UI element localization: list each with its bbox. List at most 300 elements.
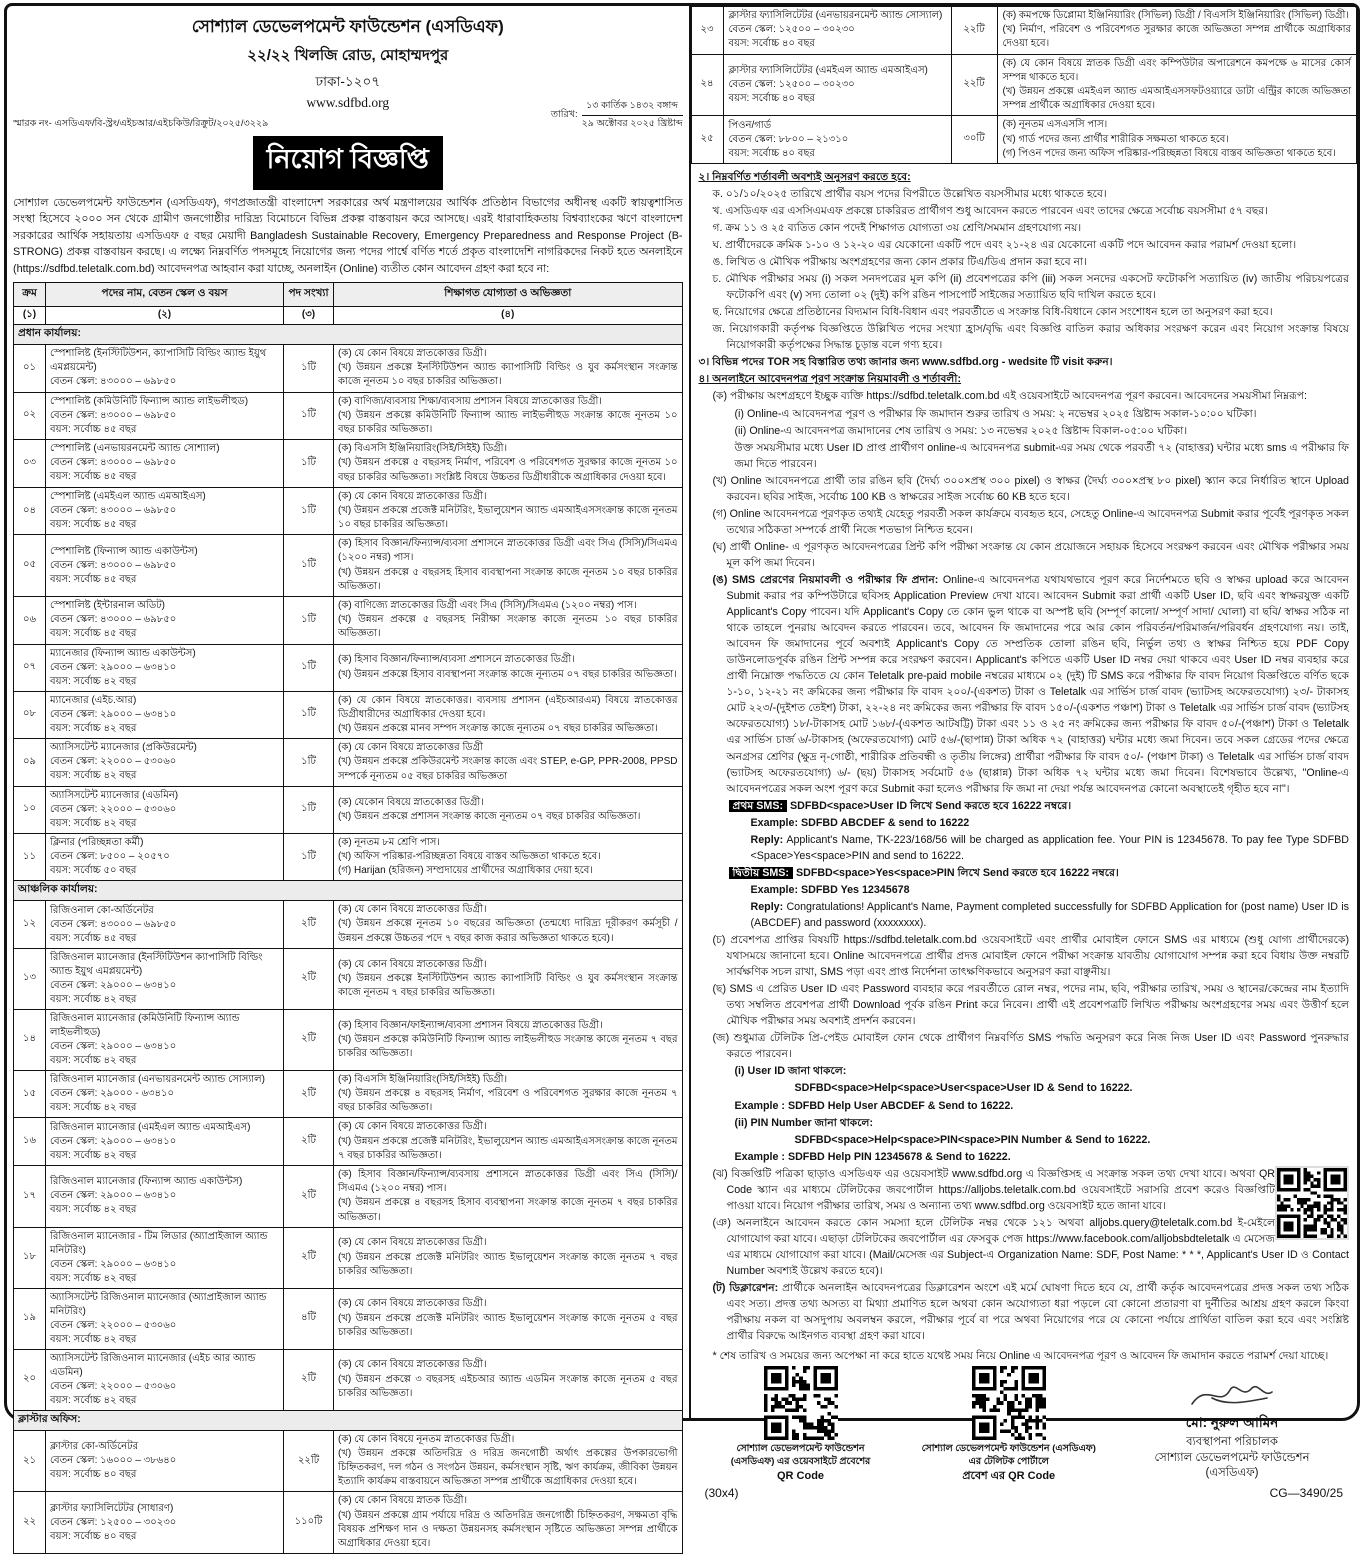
pay-scale: বেতন স্কেল: ২২০০০ – ৫৩০৬০ [50, 1380, 177, 1392]
header-serial: ক্রম [14, 283, 46, 307]
qualification-line: (খ) উন্নয়ন প্রকল্পে ৩ বছরসহ এইচআর অ্যান্ড এডমিন সংক্রান্ত কাজে নূনতম ৫ বছর চাকরির অভিজ্ঞতা। [338, 1373, 678, 1399]
pay-scale: বেতন স্কেল: ২৯০০০ – ৬৩৪১০ [50, 1135, 177, 1147]
pay-scale: বেতন স্কেল: ৮৮০০ – ২১৩১০ [728, 133, 849, 145]
cell-qualification [334, 1165, 683, 1227]
pay-scale: বেতন স্কেল: ২২০০০ – ৫৩০৬০ [50, 1319, 177, 1331]
cell-serial: ০৫ [14, 535, 46, 597]
age-limit: বয়স: সর্বোচ্চ ৪২ বছর [50, 675, 137, 687]
post-title: স্পেশালিষ্ট (কমিউনিটি ফিন্যান্স অ্যান্ড লাইভলীহুড) [50, 395, 249, 407]
qualification-line: (ক) বিএসসি ইঞ্জিনিয়ারিং(সিই/সিইই) ডিগ্রী। [338, 443, 508, 455]
age-limit: বয়স: সর্বোচ্চ ৪৫ বছর [50, 519, 137, 530]
table-row [14, 1349, 683, 1410]
cell-post-count: ১টি [284, 691, 334, 739]
cell-qualification [334, 901, 683, 949]
condition-ja: জ. নিয়োগকারী কর্তৃপক্ষ বিজ্ঞপ্তিতে উল্লিখিত পদের সংখ্যা হ্রাস/বৃদ্ধি এবং বিজ্ঞপ্তি বাতিল করার অধিকার সংরক্ষণ করেন এবং নিয়োগ সংক্রান্ত বিষয়ে নিয়োগকারী কর্তৃপক্ষের সিদ্ধান্ত চূড়ান্ত বলে গণ্য হবে। [712, 323, 1349, 352]
cell-post-name [46, 901, 284, 949]
cell-post-name [46, 1009, 284, 1070]
cell-post-name [46, 597, 284, 645]
date-bangla: ১৩ কার্তিক ১৪৩২ বঙ্গাব্দ [582, 99, 683, 116]
cell-serial: ১৮ [14, 1227, 46, 1288]
cell-qualification [334, 597, 683, 645]
cell-post-name [46, 487, 284, 535]
header-post-name: পদের নাম, বেতন স্কেল ও বয়স [46, 283, 284, 307]
cell-post-count: ১টি [284, 440, 334, 488]
rule-ta-declaration: (ট) ডিক্লারেশন: প্রার্থীকে অনলাইন আবেদনপত্রের ডিক্লারেশন অংশে এই মর্মে ঘোষণা দিতে হবে যে, প্রার্থী কর্তৃক আবেদনপত্রের প্রদত্ত সকল তথ্য সঠিক এবং সত্য। প্রদত্ত তথ্য অসত্য বা মিথ্যা প্রমাণিত হলে অথবা কোন অযোগ্যতা ধরা পড়লে বো কোনো প্রতারণা বা দুর্নীতির আশ্রয় গ্রহণ করলে কিংবা পরীক্ষায় নকল বা অসদুপায় অবলম্বন করলে, পরীক্ষার পূর্বে বা পরে অথবা নিয়োগের পরে যে কোনো পর্যায়ে প্রার্থিতা বাতিল করা হবে এবং সংশ্লিষ্ট প্রার্থীর বিরুদ্ধে আইনগত ব্যবস্থা গ্রহণ করা যাবে। [712, 1282, 1349, 1343]
cell-post-count: ১টি [284, 535, 334, 597]
qualification-line: (খ) উন্নয়ন প্রকল্পে এমইএল অ্যান্ড এমআইএসসফটওয়্যারে ডাটা এন্ট্রির কাজে অভিজ্ঞতা সম্পন্ন প্রার্থীকে অগ্রাধিকার দেওয়া হবে। [1002, 85, 1351, 112]
rule-ka-ii: (ii) Online-এ আবেদনপত্র জমাদানের শেষ তারিখ ও সময়: ১৩ নভেম্বর ২০২৫ খ্রিষ্টাব্দ বিকাল-০৫:০০ ঘটিকা। [734, 424, 1188, 437]
table-row [14, 535, 683, 597]
cell-post-count: ১টি [284, 739, 334, 787]
cell-serial: ১২ [14, 901, 46, 949]
cell-post-name [46, 1349, 284, 1410]
cell-serial: ১৬ [14, 1118, 46, 1166]
pay-scale: বেতন স্কেল: ৮৫০০ – ২০৫৭০ [50, 851, 170, 862]
age-limit: বয়স: সর্বোচ্চ ৪০ বছর [50, 1530, 137, 1542]
qualification-line: (খ) উন্নয়ন প্রকল্পে প্রজেক্ট মনিটরিং, ইভালুয়েশন অ্যান্ড এমআইএসসংক্রান্ত কাজে নূনতম ৭ বছর চাকরির অভিজ্ঞতা। [338, 1135, 678, 1161]
table-row [14, 345, 683, 393]
pay-scale: বেতন স্কেল: ২২০০০ – ৫৩০৬০ [50, 803, 177, 815]
rule-ga: (গ) Online আবেদনপত্রে পূরণকৃত তথ্যই যেহেতু পরবর্তী সকল কার্যক্রমে ব্যবহৃত হবে, সেহেতু Online-এ আবেদনপত্র Submit করার পূর্বেই পূরণকৃত সকল তথ্যের সঠিকতা সম্পর্কে প্রার্থী নিজে শতভাগ নিশ্চিত হবেন। [712, 507, 1349, 536]
qualification-line: (খ) উন্নয়ন প্রকল্পে হিসাব ব্যবস্থাপনা সংক্রান্ত কাজে নূন্যতম ০৭ বছর চাকরির অভিজ্ঞতা। [338, 668, 677, 680]
condition-ga: গ. ক্রম ১১ ও ২৫ ব্যতিত কোন পদেই শিক্ষাগত যোগ্যতা ৩য় শ্রেণি/সমমান গ্রহণযোগ্য নয়। [712, 222, 1082, 235]
cell-serial: ০১ [14, 345, 46, 393]
section-label: ক্লাস্টার অফিস: [14, 1410, 683, 1430]
cell-post-name [723, 54, 951, 116]
table-row [14, 1070, 683, 1118]
age-limit: বয়স: সর্বোচ্চ ৪২ বছর [50, 1054, 137, 1066]
table-row [14, 691, 683, 739]
qualification-line: (খ) উন্নয়ন প্রকল্পে ৪ বছরসহ হিসাব ব্যবস্থাপনা সংক্রান্ত কাজে নূনতম ৭ বছর চাকরির অভিজ্ঞতা। [338, 1197, 678, 1223]
cell-serial: ১৪ [14, 1009, 46, 1070]
cell-serial: ০৮ [14, 691, 46, 739]
cell-post-name [723, 7, 951, 55]
cell-qualification [334, 345, 683, 393]
second-sms-example: Example: SDFBD Yes 12345678 [750, 883, 910, 896]
cell-serial: ০৪ [14, 487, 46, 535]
cell-qualification [334, 1349, 683, 1410]
qualification-line: (ক) যে কোন বিষয়ে স্নাতকোত্তর ডিগ্রী। [338, 1237, 487, 1249]
cell-qualification [334, 535, 683, 597]
cell-serial: ১০ [14, 786, 46, 833]
pay-scale: বেতন স্কেল: ১২৫০০ – ৩০২৩০ [728, 24, 855, 36]
table-row [14, 1165, 683, 1227]
cell-post-count: ১টি [284, 487, 334, 535]
pay-scale: বেতন স্কেল: ৪৩০০০ – ৬৯৮৫০ [50, 505, 177, 516]
qualification-line: (ক) হিসাব বিজ্ঞান/ফিন্যান্স/ব্যবসা প্রশাসনে স্নাতকোত্তর ডিগ্রী। [338, 654, 575, 666]
post-title: রিজিওনাল ম্যানেজার (কমিউনিটি ফিন্যান্স অ্যান্ড লাইভলীহুড) [50, 1012, 240, 1038]
memo-number: স্মারক নং- এসডিএফ/বি-স্ট্রং/এইচআর/এইচকিউ/রিক্রুট/২০২৫/৩২২৯ [13, 118, 269, 129]
qualification-line: (ক) হিসাব বিজ্ঞান/ফিন্যান্স/ব্যবসায় প্রশাসনে স্নাতকোত্তর ডিগ্রী এবং সিএ (সিসি)/সিএমএ (১২০০ নম্বর) পাস। [338, 1168, 678, 1195]
cell-post-count: ১টি [284, 786, 334, 833]
signature-scribble [1117, 1378, 1347, 1412]
age-limit: বয়স: সর্বোচ্চ ৪২ বছর [50, 1102, 137, 1114]
cell-post-name [46, 440, 284, 488]
help-userid-format: SDFBD<space>Help<space>User<space>User ID & Send to 16222. [794, 1082, 1133, 1095]
cell-serial: ১৯ [14, 1288, 46, 1349]
header-post-count: পদ সংখ্যা [284, 283, 334, 307]
pay-scale: বেতন স্কেল: ৪৩০০০ – ৬৯৮৫০ [50, 918, 177, 930]
cell-post-count: ২টি [284, 1165, 334, 1227]
post-title: অ্যাসিসটেন্ট রিজিওনাল ম্যানেজার (অ্যাপ্রাইজাল অ্যান্ড মনিটরিং) [50, 1291, 267, 1317]
cell-post-count: ২টি [284, 1070, 334, 1118]
jobs-table-left [13, 282, 683, 1554]
section-header-row [14, 1410, 683, 1430]
cell-qualification [334, 739, 683, 787]
age-limit: বয়স: সর্বোচ্চ ৪০ বছর [728, 147, 815, 159]
cell-serial: ০৭ [14, 644, 46, 691]
cell-post-count: ১টি [284, 833, 334, 881]
cell-serial: ১৭ [14, 1165, 46, 1227]
qualification-line: (ক) যে কোন বিষয়ে স্নাতকোত্তর ডিগ্রী। [338, 1298, 487, 1310]
colnum-1: (১) [14, 307, 46, 325]
signatory-org-line2: (এসডিএফ) [1205, 1467, 1259, 1480]
qr1-caption-line1: সোশ্যাল ডেভেলপমেন্ট ফাউন্ডেশন [736, 1443, 865, 1455]
qualification-line: (ক) যেকোন বিষয়ে স্নাতকোত্তর ডিগ্রী। [338, 796, 484, 808]
first-sms-example: Example: SDFBD ABCDEF & send to 16222 [750, 816, 970, 829]
qualification-line: (ক) যে কোন বিষয়ে স্নাতকোত্তর ডিগ্রী। [338, 490, 487, 502]
qualification-line: (ক) যে কোন বিষয়ে নূনতম স্নাতকোত্তর ডিগ্রী। [338, 1433, 515, 1445]
qualification-line: (গ) Harijan (হরিজন) সম্প্রদায়ের প্রার্থীদের অগ্রাধিকার দেয়া হবে। [338, 865, 593, 877]
print-code-right: CG—3490/25 [1269, 1485, 1343, 1500]
colnum-4: (৪) [334, 307, 683, 325]
cell-post-name [46, 345, 284, 393]
table-row [14, 739, 683, 787]
qualification-line: (খ) উন্নয়ন প্রকল্পে ৫ বছরসহ হিসাব ব্যবস্থাপনা সংক্রান্ত কাজে নূনতম ১০ বছর চাকরির অভিজ্ঞতা। [338, 566, 678, 592]
pay-scale: বেতন স্কেল: ২৯০০০ – ৬৩৪১০ [50, 708, 177, 720]
signatory-title: ব্যবস্থাপনা পরিচালক [1186, 1436, 1278, 1449]
cell-qualification [334, 392, 683, 440]
cell-post-count: ১টি [284, 345, 334, 393]
section-header-row [14, 325, 683, 345]
post-title: রিজিওনাল ম্যানেজার (ইনস্টিটিউশন ক্যাপাসিটি বিল্ডিং অ্যান্ড ইয়ুথ এমপ্লয়মেন্ট) [50, 951, 263, 977]
rule-gha: (ঘ) প্রার্থী Online- এ পূরণকৃত আবেদনপত্রের প্রিন্ট কপি পরীক্ষা সংক্রান্ত যে কোন প্রয়োজনে সহায়ক হিসেবে সংরক্ষণ করবেন এবং মৌখিক পরীক্ষার সময় মূল কপি জমা দিবেন। [712, 540, 1349, 569]
final-advice: * শেষ তারিখ ও সময়ের জন্য অপেক্ষা না করে হাতে যথেষ্ট সময় নিয়ে Online এ আবেদনপত্র পূরণ ও আবেদন ফি জমাদান করতে পরামর্শ দেয়া যাচ্ছে। [712, 1350, 1329, 1363]
qr2-caption-line1: সোশ্যাল ডেভেলপমেন্ট ফাউন্ডেশন (এসডিএফ) [921, 1443, 1096, 1455]
cell-post-count: ২২টি [284, 1430, 334, 1492]
cell-post-name [723, 116, 951, 164]
qualification-line: (ক) বাণিজ্যে স্নাতকোত্তর ডিগ্রী এবং সিএ (সিসি)/সিএমএ (১২০০ নম্বর) পাস। [338, 600, 637, 612]
cell-serial: ২৫ [691, 116, 723, 164]
qualification-line: (খ) উন্নয়ন প্রকল্পে ৫ বছরসহ নিরীক্ষা সংক্রান্ত কাজে নূনতম ১০ বছর চাকরির অভিজ্ঞতা। [338, 614, 678, 640]
paragraph-label: Reply: [750, 833, 784, 846]
post-title: রিজিওনাল ম্যানেজার (ফিন্যান্স অ্যান্ড একাউন্টস) [50, 1176, 243, 1188]
rule-ka-i: (i) Online-এ আবেদনপত্র পূরণ ও পরীক্ষার ফি জমাদান শুরুর তারিখ ও সময়: ২ নভেম্বর ২০২৫ খ্রিষ্টাব্দ সকাল-১০:০০ ঘটিকা। [734, 407, 1257, 420]
cell-post-count: ৪টি [284, 1288, 334, 1349]
online-rules-heading: ৪। অনলাইনে আবেদনপত্র পূরণ সংক্রান্ত নিয়মাবলী ও শর্তাবলী: [698, 373, 962, 386]
qualification-line: (খ) উন্নয়ন প্রকল্পে প্রজেক্ট মনিটরিং অ্যান্ড ইভালুয়েশন সংক্রান্ত কাজে নূনতম ৭ বছর চাকরির অভিজ্ঞতা। [338, 1251, 678, 1277]
pay-scale: বেতন স্কেল: ২৯০০০ – ৬৩৪১০ [50, 979, 177, 991]
qualification-line: (ক) বিএসসি ইঞ্জিনিয়ারিং(সিই/সিইই) ডিগ্রী। [338, 1073, 508, 1085]
jobs-table-header-row [14, 283, 683, 307]
table-row [14, 1288, 683, 1349]
signature-block [1117, 1378, 1347, 1484]
cell-post-name [46, 1070, 284, 1118]
cell-qualification [334, 948, 683, 1009]
table-row [14, 901, 683, 949]
cell-qualification [334, 1288, 683, 1349]
organization-address: ২২/২২ খিলজি রোড, মোহাম্মদপুর [247, 47, 449, 64]
table-row [14, 1227, 683, 1288]
rule-kha: (খ) Online আবেদনপত্রে প্রার্থী তার রঙিন ছবি (দৈর্ঘ্য ৩০০×প্রস্থ ৩০০ pixel) ও স্বাক্ষর (দৈর্ঘ্য ৩০০×প্রস্থ ৮০ pixel) স্ক্যান করে নির্ধারিত স্থানে Upload করবেন। ছবির সাইজ, সর্বোচ্চ 100 KB ও স্বাক্ষরের সাইজ সর্বোচ্চ 60 KB হতে হবে। [712, 474, 1349, 503]
date-english: ২৯ অক্টোবর ২০২৫ খ্রিষ্টাব্দ [581, 118, 683, 129]
conditions-heading: ২। নিম্নবর্ণিত শর্তাবলী অবশ্যই অনুসরণ করতে হবে: [698, 170, 911, 183]
qualification-line: (ক) যে কোন বিষয়ে স্নাতকোত্তর ডিগ্রী। [338, 1359, 487, 1371]
cell-serial: ২১ [14, 1430, 46, 1492]
paragraph-label: দ্বিতীয় SMS: [729, 867, 793, 879]
age-limit: বয়স: সর্বোচ্চ ৪২ বছর [50, 1333, 137, 1345]
cell-serial: ১৫ [14, 1070, 46, 1118]
pay-scale: বেতন স্কেল: ১২৫০০ – ৩০২৩০ [728, 78, 855, 90]
paragraph-label: Reply: [750, 900, 784, 913]
table-row [14, 597, 683, 645]
tor-note: ৩। বিভিন্ন পদের TOR সহ বিস্তারিত তথ্য জানার জন্য www.sdfbd.org - wedsite টি visit করুন। [698, 356, 1113, 369]
age-limit: বয়স: সর্বোচ্চ ৪২ বছর [50, 1272, 137, 1284]
cell-serial: ২২ [14, 1492, 46, 1554]
colnum-3: (৩) [284, 307, 334, 325]
qualification-line: (ক) যে কোন বিষয়ে স্নাতকোত্তর ডিগ্রী। [338, 904, 487, 916]
cell-post-name [46, 1430, 284, 1492]
qualification-line: (খ) উন্নয়ন প্রকল্পে গ্রাম পর্যায়ে দরিদ্র ও অতিদরিদ্র জনগোষ্ঠী চিহ্নিতকরণ, সক্ষমতা বৃদ্ধি বিষয়ক প্রশিক্ষণ দান ও দক্ষতা উন্নয়নসহ কর্মসংস্থান সৃষ্টিতে অভিজ্ঞতা সম্পন্ন প্রার্থীকে অগ্রাধিকার দেওয়া হবে। [338, 1509, 678, 1550]
cell-qualification [334, 1070, 683, 1118]
jobportal-qr-code-small [1275, 1166, 1349, 1240]
condition-cha: চ. মৌখিক পরীক্ষার সময় (i) সকল সনদপত্রের মূল কপি (ii) প্রবেশপত্রের কপি (iii) সকল সনদের একসেট ফটোকপি সত্যায়িত (iv) জাতীয় পরিচয়পত্রের ফটোকপি এবং (v) সদ্য তোলা ০২ (দুই) কপি রঙিন পাসপোর্ট সাইজের সত্যায়িত ছবি দাখিল করতে হবে। [712, 273, 1349, 302]
cell-post-name [46, 535, 284, 597]
pay-scale: বেতন স্কেল: ২৯০০০ – ৬৩৪১০ [50, 1190, 177, 1202]
age-limit: বয়স: সর্বোচ্চ ৪২ বছর [50, 1149, 137, 1161]
cell-serial: ২৪ [691, 54, 723, 116]
cell-qualification [334, 1009, 683, 1070]
post-title: রিজিওনাল ম্যানেজার (এনভায়রনমেন্ট অ্যান্ড সোস্যাল) [50, 1074, 265, 1086]
circular-header [13, 10, 683, 111]
post-title: স্পেশালিষ্ট (এনভায়রনমেন্ট অ্যান্ড সোশ্যাল) [50, 443, 220, 455]
cell-post-count: ১টি [284, 597, 334, 645]
pay-scale: বেতন স্কেল: ২৯০০০ - ৬৩৪১০ [50, 1088, 175, 1100]
cell-post-name [46, 691, 284, 739]
cell-post-name [46, 1288, 284, 1349]
cell-serial: ১৩ [14, 948, 46, 1009]
cell-qualification [997, 54, 1357, 116]
job-circular-page [4, 3, 1360, 1550]
qualification-line: (খ) নির্মাণ, পরিবেশ ও পরিবেশগত সুরক্ষার কাজে অভিজ্ঞতা সম্পন্ন প্রার্থীকে অগ্রাধিকার দেওয়া হবে। [1002, 24, 1351, 50]
colnum-2: (২) [46, 307, 284, 325]
age-limit: বয়স: সর্বোচ্চ ৪৫ বছর [50, 471, 137, 483]
qualification-line: (খ) উন্নয়ন প্রকল্পে অতিদরিদ্র ও দরিদ্র জনগোষ্ঠী অর্থাৎ প্রকল্পের উপকারভোগী চিহ্নিতকরণ, দল গঠন ও সংগঠন উন্নয়ন, কর্মসংস্থান সৃষ্টি, ঋণ কার্যক্রম, জীবিকা উন্নয়ন ইত্যাদি কার্যক্রম বাস্তবায়নে অভিজ্ঞতা সম্পন্ন প্রার্থীকে অগ্রাধিকার দেওয়া হবে। [338, 1447, 678, 1488]
pay-scale: বেতন স্কেল: ২২০০০ – ৫৩০৬০ [50, 756, 177, 768]
age-limit: বয়স: সর্বোচ্চ ৪২ বছর [50, 993, 137, 1005]
section-label: প্রধান কার্যালয়: [14, 325, 683, 345]
rule-cha: (চ) প্রবেশপত্র প্রাপ্তির বিষয়টি https://sdfbd.teletalk.com.bd ওয়েবসাইটে এবং প্রার্থীর মোবাইল ফোনে SMS এর মাধ্যমে (শুধু যোগ্য প্রার্থীদেরকে) যথাসময়ে জানানো হবে। Online আবেদনপত্রে প্রার্থীর প্রদত্ত মোবাইল ফোনে পরীক্ষা সংক্রান্ত যাবতীয় যোগাযোগ সম্পন্ন করা হবে বিধায় উক্ত নম্বরটি সার্বক্ষণিক সচল রাখা, SMS পড়া এবং প্রাপ্ত নির্দেশনা তাৎক্ষণিকভাবে অনুসরণ করা বাঞ্ছনীয়। [712, 934, 1349, 979]
table-row [14, 644, 683, 691]
rule-ka-note: উক্ত সময়সীমার মধ্যে User ID প্রাপ্ত প্রার্থীগণ online-এ আবেদনপত্র submit-এর সময় থেকে পরবর্তী ৭২ (বাহাত্তর) ঘন্টার মধ্যে sms এ পরীক্ষার ফি জমা দিতে পারবেন। [734, 441, 1349, 470]
cell-serial: ১১ [14, 833, 46, 881]
cell-post-name [46, 392, 284, 440]
pay-scale: বেতন স্কেল: ১৬০০০ – ৩৮৬৪০ [50, 1455, 177, 1467]
condition-ka: ক. ০১/১০/২০২৫ তারিখে প্রার্থীর বয়স পদের বিপরীতে উল্লেখিত বয়সসীমার মধ্যে থাকতে হবে। [712, 187, 1107, 200]
organization-website: www.sdfbd.org [306, 95, 390, 110]
table-row [14, 1492, 683, 1554]
cell-qualification [334, 1492, 683, 1554]
teletalk-qr-block [909, 1366, 1109, 1483]
conditions-and-rules [691, 164, 1358, 1364]
age-limit: বয়স: সর্বোচ্চ ৪০ বছর [728, 92, 815, 104]
qualification-line: (ক) যে কোন বিষয়ে স্নাতকোত্তর ডিগ্রী। [338, 348, 487, 360]
cell-post-name [46, 1227, 284, 1288]
qualification-line: (খ) উন্নয়ন প্রকল্পে ৪ বছরসহ নির্মাণ, পরিবেশ ও পরিবেশগত সুরক্ষার কাজে নূনতম ৭ বছর চাকরির অভিজ্ঞতা। [338, 1088, 678, 1114]
post-title: অ্যাসিসটেন্ট রিজিওনাল ম্যানেজার (এইচ আর অ্যান্ড এডমিন) [50, 1352, 256, 1378]
cell-qualification [334, 1118, 683, 1166]
first-sms-line: প্রথম SMS: SDFBD<space>User ID লিখে Send করতে হবে 16222 নম্বরে। [729, 798, 1350, 814]
post-title: স্পেশালিষ্ট (এমইএল অ্যান্ড এমআইএস) [50, 491, 206, 502]
qualification-line: (ক) বাণিজ্য/ব্যবসায় শিক্ষা/ব্যবসায় প্রশাসন বিষয়ে স্নাতকোত্তর ডিগ্রী। [338, 395, 602, 407]
table-row [14, 392, 683, 440]
table-row [14, 1009, 683, 1070]
post-title: রিজিওনাল ম্যানেজার - টিম লিডার (অ্যাপ্রাইজাল অ্যান্ড মনিটরিং) [50, 1230, 268, 1256]
table-row [691, 116, 1357, 164]
qualification-line: (খ) উন্নয়ন প্রকল্পে প্রজেক্ট মনিটরিং অ্যান্ড ইভালুয়েশন সংক্রান্ত কাজে নূনতম ৫ বছর চাকরির অভিজ্ঞতা। [338, 1312, 678, 1338]
second-sms-reply: Reply: Congratulations! Applicant's Name, Payment completed successfully for SDFBD Application for (post name) User ID is (ABCDEF) and password (xxxxxxxx). [750, 900, 1349, 929]
cell-post-count: ১১০টি [284, 1492, 334, 1554]
teletalk-qr-caption [909, 1443, 1109, 1483]
notice-title: নিয়োগ বিজ্ঞপ্তি [253, 136, 443, 190]
post-title: স্পেশালিষ্ট (ইনস্টিটিউশন, ক্যাপাসিটি বিল্ডিং অ্যান্ড ইয়ুথ এমপ্লয়মেন্ট) [50, 348, 267, 374]
rule-uma-sms-fee: (ঙ) SMS প্রেরণের নিয়মাবলী ও পরীক্ষার ফি প্রদান: Online-এ আবেদনপত্র যথাযথভাবে পূরণ করে নির্দেশমতে ছবি ও স্বাক্ষর upload করে আবেদন Submit করার পর কম্পিউটারে ছবিসহ Application Preview দেখা যাবে। আবেদন Submit করা প্রার্থী একটি User ID, ছবি এবং স্বাক্ষরযুক্ত একটি Applicant's Copy পাবেন। যদি Applicant's Copy তে কোন ভুল থাকে বা অস্পষ্ট ছবি (সম্পূর্ণ কালো/ সম্পূর্ণ সাদা/ ঘোলা) বা ছবি/ স্বাক্ষর সঠিক না থাকে তাহলে পুনরায় আবেদন করতে পারবেন। তবে, আবেদন ফি জমাদানের পরে আর কোন পরিবর্তন/পরিমার্জন/পরিবর্ধন গ্রহণযোগ্য নয়। তাই, আবেদন ফি জমাদানের পূর্বে অবশ্যই Applicant's Copy তে সম্প্রতিক তোলা রঙিন ছবি, নির্ভুল তথ্য ও স্বাক্ষর নিশ্চিত হয়ে PDF Copy ডাউনলোডপূর্বক রঙিন প্রিন্ট সম্পন্ন করে সংরক্ষণ করবেন। Applicant's কপিতে একটি User ID নম্বর দেয়া থাকবে এবং User ID নম্বর ব্যবহার করে প্রার্থী নিম্নোক্ত পদ্ধতিতে যে কোন Teletalk pre-paid mobile নম্বরের মাধ্যমে ০২ (দুই) টি SMS করে পরীক্ষার ফি বাবদ নিয়োগ বিজ্ঞপ্তিতে বর্ণিত ছকে ১-১০, ১২-২১ নং ক্রমিকের জন্য পরীক্ষার ফি বাবদ ২০০/-(একশত) টাকা ও Teletalk এর সার্ভিস চার্জ বাবদ (ভ্যাটসহ অফেরতযোগ্য) ২৩/- টাকাসহ মোট ২২৩/-(দুইশত তেইশ) টাকা, ২২-২৪ নং ক্রমিকের জন্য পরীক্ষার ফি বাবদ ১৫০/-(একশত পঞ্চাশ) টাকা ও Teletalk এর সার্ভিস চার্জ বাবদ (ভ্যাটসহ অফেরতযোগ্য) ১৮/-টাকাসহ মোট ১৬৮/-(একশত আটষট্টি) টাকা এবং ১১ ও ২৫ নং ক্রমিকের জন্য পরীক্ষার ফি বাবদ ৫০/-(পঞ্চাশ) টাকা ও Teletalk এর সার্ভিস চার্জ ৬/-টাকাসহ (অফেরতযোগ্য) মোট ৫৬/-(ছাপান্ন) টাকা অধিক ৭২ (বাহাত্তর) ঘন্টার মধ্যে জমা দিবেন। তবে সকল গ্রেডের পদের ক্ষেত্রে অনগ্রসর শ্রেণির (ক্ষুদ্র নৃ-গোষ্ঠী, শারীরিক প্রতিবন্ধী ও তৃতীয় লিঙ্গের) প্রার্থীরা পরীক্ষার ফি বাবদ ৫০/- (পঞ্চাশ টাকা) ও Teletalk এর সার্ভিস চার্জ বাবদ (ভ্যাটসহ অফেরতযোগ্য) ৬/- (ছয়) টাকাসহ সর্বমোট ৫৬ (ছাপ্পান্ন) টাকা অধিক ৭২ ঘন্টার মধ্যে জমা দিবেন। বিশেষভাবে উল্লেখ্য, "Online-এ আবেদনপত্রের সকল অংশ পূরণ করে Submit করা হলেও পরীক্ষার ফি জমা না দেয়া পর্যন্ত আবেদনপত্র কোনো অবস্থাতেই গৃহীত হবে না"। [712, 574, 1349, 795]
qr1-caption-line2: (এসডিএফ) এর ওয়েবসাইটে প্রবেশের [730, 1456, 871, 1468]
cell-post-name [46, 948, 284, 1009]
condition-chha: ছ. নিয়োগের ক্ষেত্রে প্রতিষ্ঠানের বিদ্যমান বিধি-বিধান এবং পরবর্তীতে এ সংক্রান্ত বিধি-বিধানে কোন সংশোধন হলে তা অনুসরণ করা হবে। [712, 306, 1273, 319]
date-label: তারিখ: [550, 109, 578, 120]
cell-qualification [334, 1430, 683, 1492]
cell-post-name [46, 786, 284, 833]
date-block [551, 99, 683, 132]
organization-name: সোশ্যাল ডেভেলপমেন্ট ফাউন্ডেশন (এসডিএফ) [191, 17, 504, 36]
help-pin-format: SDFBD<space>Help<space>PIN<space>PIN Number & Send to 16222. [794, 1133, 1151, 1146]
post-title: ক্লাস্টার ফ্যাসিলিটেটর (এমইএল অ্যান্ড এমআইএস) [728, 64, 928, 76]
paragraph-label: প্রথম SMS: [729, 800, 788, 812]
help-userid-heading: (i) User ID জানা থাকলে: [734, 1065, 847, 1078]
qualification-line: (খ) উন্নয়ন প্রকল্পে প্রকিউরমেন্ট সংক্রান্ত কাজে এবং STEP, e-GP, PPR-2008, PPSD সম্পর্কে নূন্যতম ০৫ বছর চাকরির অভিজ্ঞতা [338, 756, 678, 782]
print-code-left: (30x4) [704, 1485, 739, 1500]
table-row [691, 54, 1357, 116]
left-column [7, 6, 691, 1550]
post-title: স্পেশালিষ্ট (ফিন্যান্স অ্যান্ড একাউন্টস) [50, 545, 198, 557]
qualification-line: (খ) গার্ড পদের জন্য প্রার্থীর শারীরিক সক্ষমতা থাকতে হবে। [1002, 133, 1229, 145]
cell-post-count: ২২টি [951, 54, 997, 116]
post-title: অ্যাসিসটেন্ট ম্যানেজার (এডমিন) [50, 789, 179, 801]
jobs-table-colnum-row [14, 307, 683, 325]
age-limit: বয়স: সর্বোচ্চ ৪০ বছর [50, 1469, 137, 1481]
section-header-row [14, 881, 683, 901]
qualification-line: (ক) কমপক্ষে ডিপ্লোমা ইঞ্জিনিয়ারিং (সিভিল) ডিগ্রী / বিএসসি ইঞ্জিনিয়ারিং (সিভিল) ডিগ্রী। [1002, 10, 1349, 21]
cell-post-count: ১টি [284, 392, 334, 440]
signatory-org-line1: সোশ্যাল ডেভেলপমেন্ট ফাউন্ডেশন [1154, 1451, 1310, 1464]
qualification-line: (খ) উন্নয়ন প্রকল্পে কমিউনিটি ফিন্যান্স অ্যান্ড লাইভলীহুড সংক্রান্ত কাজে নূনতম ১০ বছর চাকরির অভিজ্ঞতা। [338, 409, 678, 435]
cell-qualification [334, 833, 683, 881]
cell-serial: ০৩ [14, 440, 46, 488]
cell-post-name [46, 1165, 284, 1227]
rule-ja: (জ) শুধুমাত্র টেলিটক প্রি-পেইড মোবাইল ফোন থেকে প্রার্থীগণ নিম্নবর্ণিত SMS পদ্ধতি অনুসরণ করে নিজ নিজ User ID এবং Password পুনরুদ্ধার করতে পারবেন। [712, 1032, 1349, 1061]
qualification-line: (খ) উন্নয়ন প্রকল্পে প্রশাসন সংক্রান্ত কাজে নূন্যতম ০৭ বছর চাকরির অভিজ্ঞতা। [338, 810, 641, 822]
table-row [14, 833, 683, 881]
post-title: ক্লাস্টার কো-অর্ডিনেটর [50, 1441, 139, 1453]
teletalk-qr-code [972, 1366, 1046, 1440]
cell-serial: ০৬ [14, 597, 46, 645]
pay-scale: বেতন স্কেল: ৪৩০০০ – ৬৯৮৫০ [50, 559, 177, 571]
pay-scale: বেতন স্কেল: ৪৩০০০ – ৬৯৮৫০ [50, 614, 177, 626]
website-qr-block [701, 1366, 901, 1483]
qualification-line: (খ) উন্নয়ন প্রকল্পে নূনতম ১০ বছরের অভিজ্ঞতা (তন্মধ্যে দারিদ্র্য দূরীকরণ কর্মসূচী / উন্নয়ন প্রকল্পে উচ্চতর পদে ৭ বছর কাজ করার অভিজ্ঞতা থাকতে হবে)। [338, 918, 678, 944]
post-title: রিজিওনাল ম্যানেজার (এমইএল অ্যান্ড এমআইএস) [50, 1121, 251, 1133]
age-limit: বয়স: সর্বোচ্চ ৪২ বছর [50, 722, 137, 734]
cell-post-count: ২২টি [951, 7, 997, 55]
pay-scale: বেতন স্কেল: ২৯০০০ – ৬৩৪১০ [50, 1040, 177, 1052]
age-limit: বয়স: সর্বোচ্চ ৪৫ বছর [50, 423, 137, 435]
website-qr-code [764, 1366, 838, 1440]
post-title: ক্লাস্টার ফ্যাসিলিটেটর (সাধারণ) [50, 1502, 174, 1514]
help-userid-example: Example : SDFBD Help User ABCDEF & Send to 16222. [734, 1099, 1014, 1112]
section-label: আঞ্চলিক কার্যালয়: [14, 881, 683, 901]
qualification-line: (ক) যে কোন বিষয়ে স্নাতকোত্তর ডিগ্রী। [338, 958, 487, 970]
age-limit: বয়স: সর্বোচ্চ ৪২ বছর [50, 1394, 137, 1406]
cell-post-count: ২টি [284, 1009, 334, 1070]
cell-qualification [334, 487, 683, 535]
cell-qualification [997, 7, 1357, 55]
cell-qualification [334, 786, 683, 833]
pay-scale: বেতন স্কেল: ৪৩০০০ – ৬৯৮৫০ [50, 457, 177, 469]
cell-post-count: ২টি [284, 901, 334, 949]
post-title: ক্লাস্টার ফ্যাসিলিটেটর (এনভায়রনমেন্ট অ্যান্ড সোস্যাল) [728, 10, 943, 22]
rule-chha: (ছ) SMS এ প্রেরিত User ID এবং Password ব্যবহার করে পরবর্তীতে রোল নম্বর, পদের নাম, ছবি, পরীক্ষার তারিখ, সময় ও স্থানের/কেন্দ্রের নাম ইত্যাদি তথ্য সম্বলিত প্রবেশপত্র প্রার্থী Download পূর্বক রঙিন Print করে নিবেন। প্রার্থী এই প্রবেশপত্রটি লিখিত পরীক্ষায় অংশগ্রহণের সময় এবং উত্তীর্ণ হলে মৌখিক পরীক্ষার সময় অবশ্যই প্রদর্শন করবেন। [712, 983, 1349, 1028]
cell-post-count: ২টি [284, 1349, 334, 1410]
cell-post-count: ১টি [284, 644, 334, 691]
qualification-line: (খ) উন্নয়ন প্রকল্পে ৫ বছরসহ নির্মাণ, পরিবেশ ও পরিবেশগত সুরক্ষার কাজে নূনতম ১০ বছর চাকরির অভিজ্ঞতা। সংশ্লিষ্ট বিষয়ে উচ্চতর ডিগ্রীধারীকে অগ্রাধিকার দেওয়া হবে। [338, 457, 678, 483]
cell-qualification [334, 691, 683, 739]
qualification-line: (ক) হিসাব বিজ্ঞান/ফাইন্যান্স/ব্যবসা প্রশাসন বিষয়ে স্নাতকোত্তর ডিগ্রী। [338, 1019, 603, 1031]
circular-footer [691, 1364, 1358, 1502]
help-pin-example: Example : SDFBD Help PIN 12345678 & Send to 16222. [734, 1150, 1011, 1163]
qualification-line: (খ) উন্নয়ন প্রকল্পে ইনস্টিটিউশন অ্যান্ড ক্যাপাসিটি বিল্ডিং ও যুব কর্মসংস্থান সংক্রান্ত কাজে নূনতম ১০ বছর চাকরির অভিজ্ঞতা। [338, 362, 678, 388]
cell-qualification [334, 644, 683, 691]
qualification-line: (ক) যে কোন বিষয়ে স্নাতকোত্তর ডিগ্রী [338, 742, 484, 754]
rule-jha: (ঝ) বিজ্ঞপ্তিটি পত্রিকা ছাড়াও এসডিএফ এর ওয়েবসাইট www.sdfbd.org এ বিজ্ঞপ্তিসহ এ সংক্রান্ত সকল তথ্য দেখা যাবে। অথবা QR Code স্ক্যান এর মাধ্যমে টেলিটকের জবপোর্টাল https://alljobs.teletalk.com.bd ওয়েবসাইটে সরাসরি প্রবেশ করেও বিজ্ঞপ্তিটি পাওয়া যাবে। নিয়োগ পরীক্ষার তারিখ, সময় ও অন্যান্য তথ্য www.sdfbd.org ওয়েবসাইট হতে জানা যাবে। [713, 1166, 1350, 1214]
cell-post-name [46, 1118, 284, 1166]
condition-uma: ঙ. লিখিত ও মৌখিক পরীক্ষায় অংশগ্রহণের জন্য কোন প্রকার টিএ/ডিএ প্রদান করা হবে না। [712, 256, 1087, 269]
table-row [14, 786, 683, 833]
paragraph-label: (ট) ডিক্লারেশন: [712, 1282, 779, 1295]
post-title: ম্যানেজার (এইচ.আর) [50, 694, 137, 706]
cell-post-count: ২টি [284, 948, 334, 1009]
qualification-line: (ক) যে কোন বিষয়ে স্নাতকোত্তর। ব্যবসায় প্রশাসন (এইচআরএম) বিষয়ে স্নাতকোত্তর ডিগ্রীধারীদের অগ্রাধিকার দেওয়া হবে। [338, 694, 678, 720]
table-row [14, 487, 683, 535]
table-row [691, 7, 1357, 55]
jobs-table-right [691, 6, 1358, 164]
qualification-line: (ক) যে কোন বিষয়ে স্নাতক ডিগ্রী এবং কম্পিউটার অপারেশনে কমপক্ষে ৬ মাসের কোর্স সম্পন্ন থাকতে হবে। [1002, 57, 1351, 83]
post-title: ক্লিনার (পরিচ্ছন্নতা কর্মী) [50, 837, 144, 848]
organization-city: ঢাকা-১২০৭ [315, 74, 380, 89]
pay-scale: বেতন স্কেল: ৪৩০০০ – ৬৯৮৫০ [50, 376, 177, 388]
cell-serial: ২০ [14, 1349, 46, 1410]
rule-ka: (ক) পরীক্ষায় অংশগ্রহণে ইচ্ছুক ব্যক্তি https://sdfbd.teletalk.com.bd এই ওয়েবসাইটে আবেদনপত্র পূরণ করবেন। আবেদনের সময়সীমা নিম্নরূপ: [712, 390, 1308, 403]
age-limit: বয়স: সর্বোচ্চ ৪৫ বছর [50, 932, 137, 944]
right-column [691, 6, 1358, 1500]
cell-serial: ২৩ [691, 7, 723, 55]
second-sms-line: দ্বিতীয় SMS: SDFBD<space>Yes<space>PIN লিখে Send করতে হবে 16222 নম্বরে। [729, 865, 1350, 881]
pay-scale: বেতন স্কেল: ১২৫০০ – ৩০২৩০ [50, 1516, 177, 1528]
age-limit: বয়স: সর্বোচ্চ ৪৫ বছর [50, 628, 137, 640]
qualification-line: (খ) উন্নয়ন প্রকল্পে প্রজেক্ট মনিটরিং, ইভালুয়েশন অ্যান্ড এমআইএসসংক্রান্ত কাজে নূনতম ১০ বছর চাকরির অভিজ্ঞতা। [338, 504, 678, 531]
table-row [14, 1430, 683, 1492]
post-title: স্পেশালিষ্ট (ইন্টারনাল অডিট) [50, 600, 165, 612]
